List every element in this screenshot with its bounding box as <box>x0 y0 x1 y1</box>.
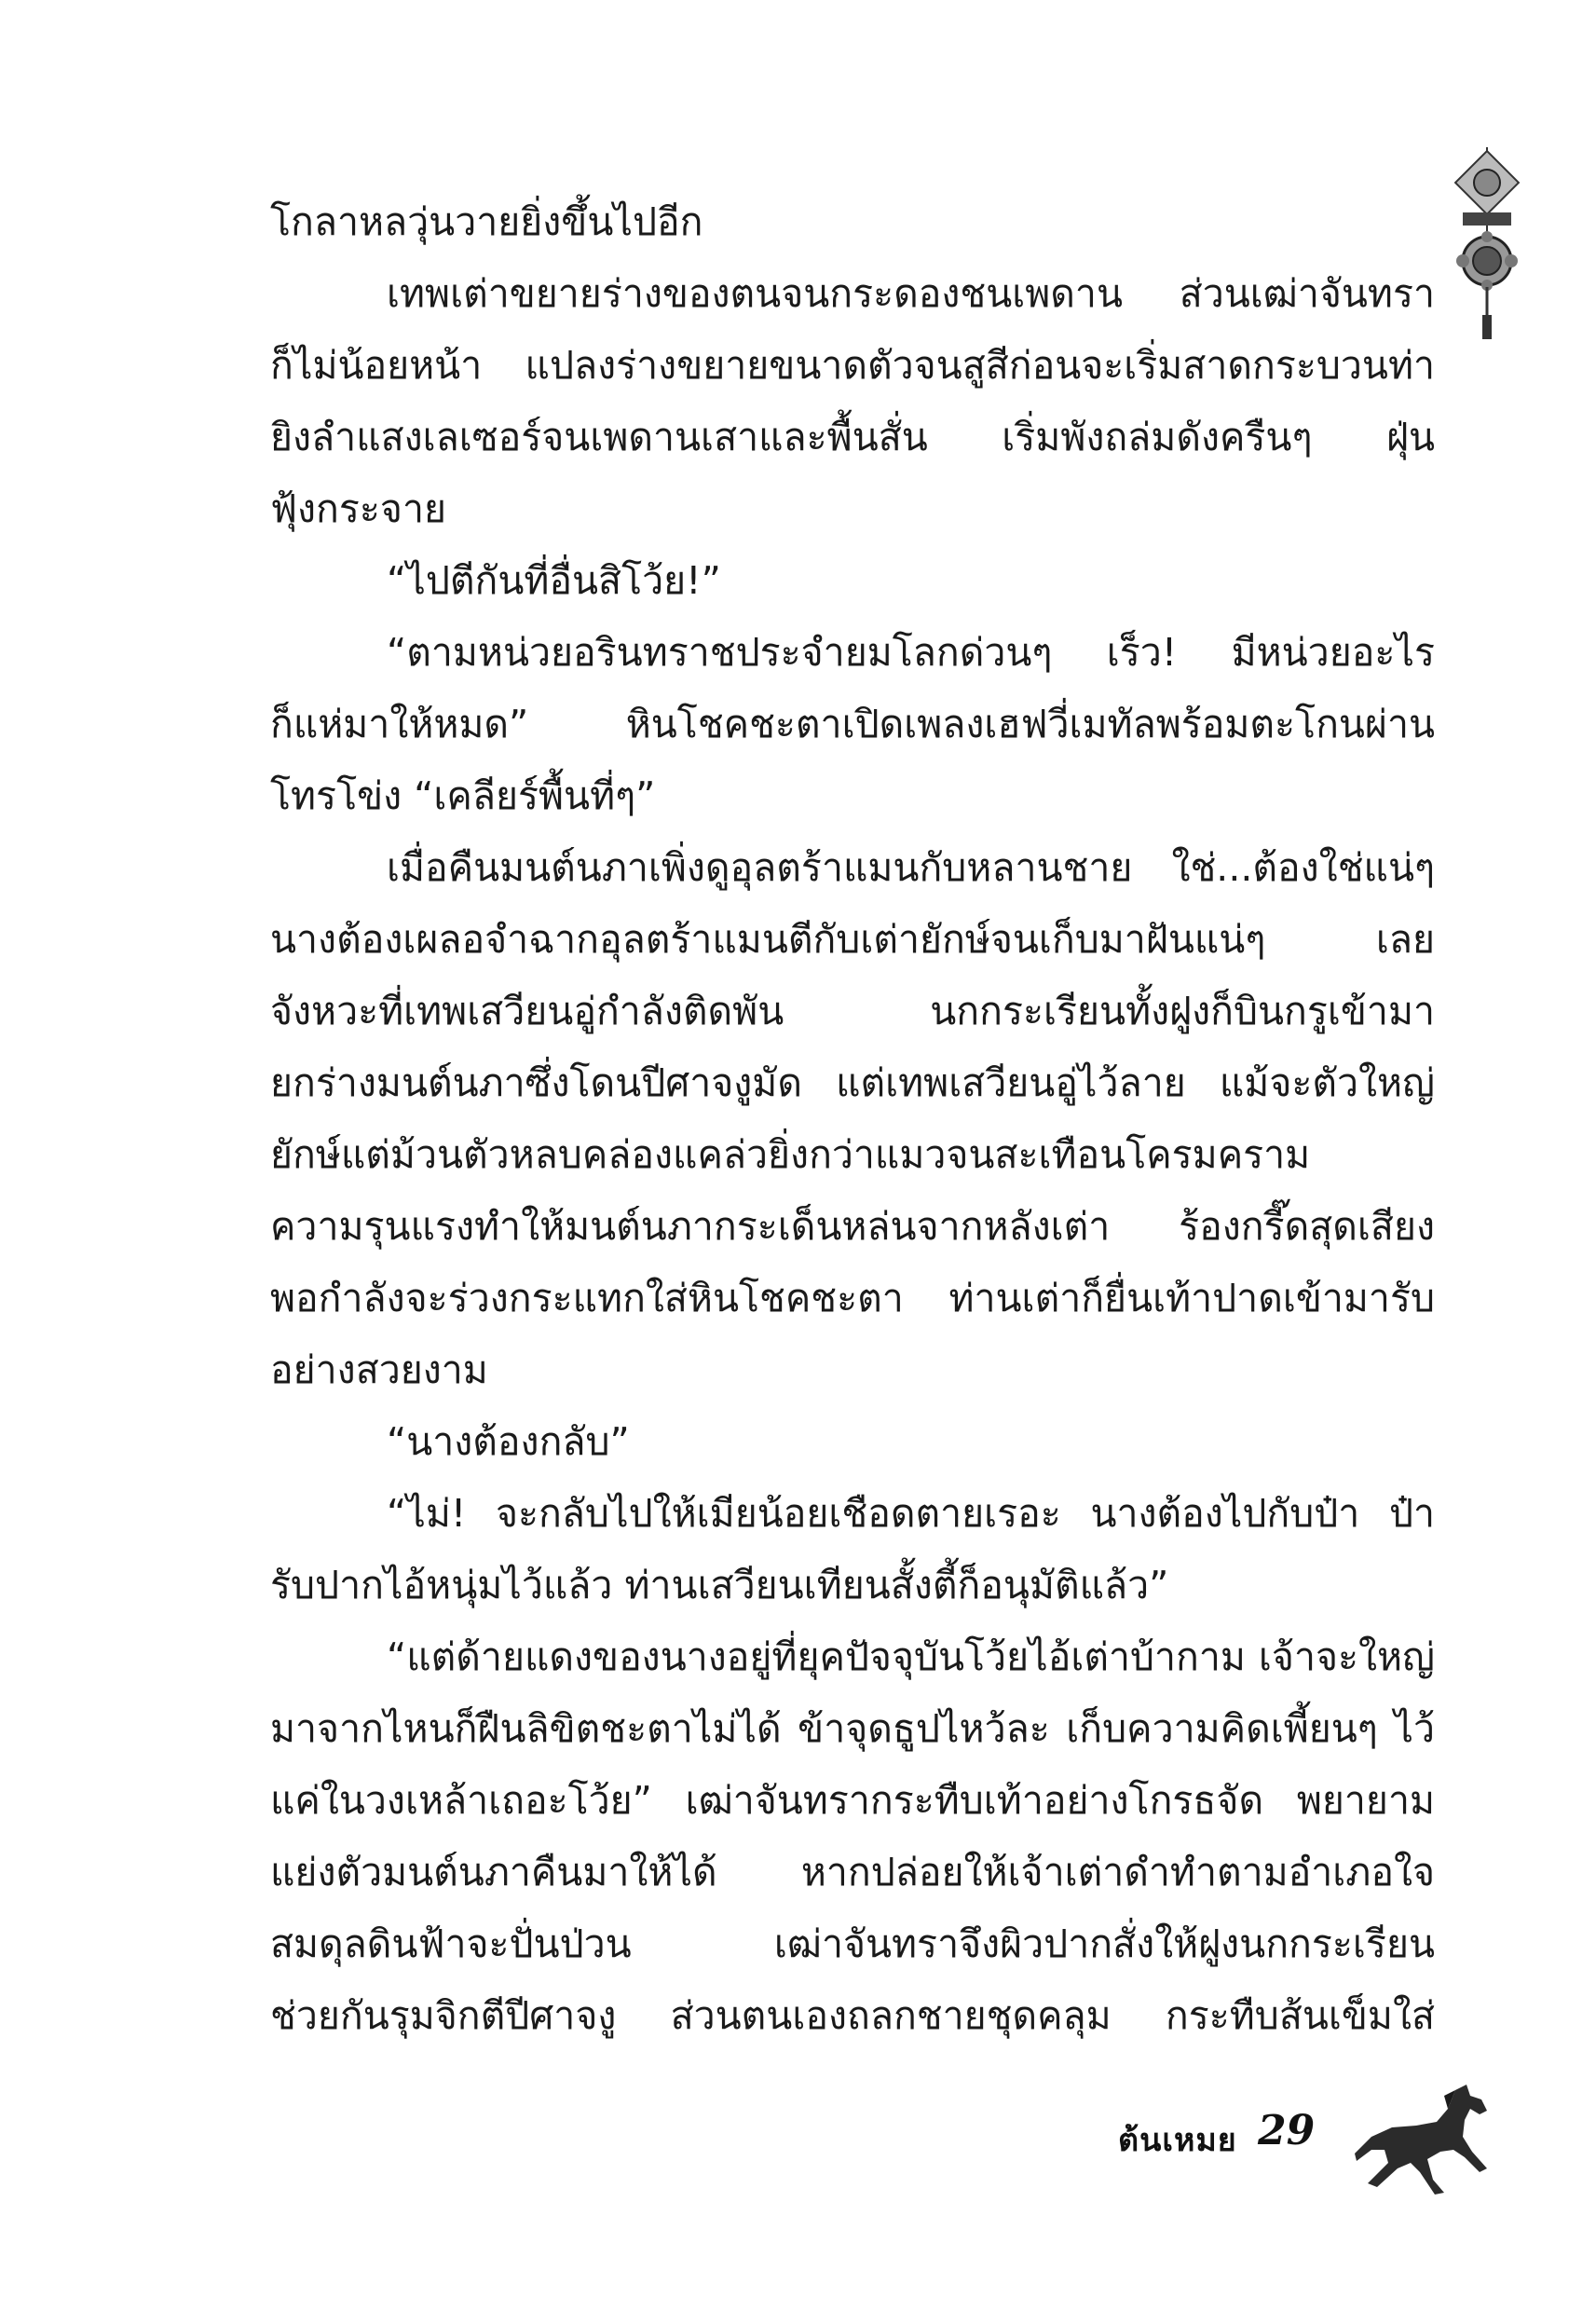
footer-book-title: ต้นเหมย <box>1118 2122 1237 2159</box>
text-line: อย่างสวยงาม <box>270 1347 488 1392</box>
text-line: “แต่ด้ายแดงของนางอยู่ที่ยุคปัจจุบันโว้ยไอ้เต่าบ้ากาม เจ้าจะใหญ่ <box>387 1634 1435 1679</box>
text-line: โทรโข่ง “เคลียร์พื้นที่ๆ” <box>270 773 656 818</box>
text-line: ยกร่างมนต์นภาซึ่งโดนปีศาจงูมัด แต่เทพเสวียนอู่ไว้ลาย แม้จะตัวใหญ่ <box>270 1060 1435 1105</box>
text-line: ก็แห่มาให้หมด” หินโชคชะตาเปิดเพลงเฮฟวี่เมทัลพร้อมตะโกนผ่าน <box>270 702 1435 746</box>
text-line: พอกำลังจะร่วงกระแทกใส่หินโชคชะตา ท่านเต่าก็ยื่นเท้าปาดเข้ามารับ <box>270 1276 1435 1320</box>
page-footer <box>1118 2101 1509 2204</box>
text-line: “ไม่! จะกลับไปให้เมียน้อยเชือดตายเรอะ นางต้องไปกับป๋า ป๋า <box>387 1491 1435 1536</box>
page-number: 29 <box>1258 2107 1316 2154</box>
text-line: ความรุนแรงทำให้มนต์นภากระเด็นหล่นจากหลังเต่า ร้องกรี๊ดสุดเสียง <box>270 1204 1435 1249</box>
chinese-knot-ornament-icon <box>1450 147 1524 343</box>
text-line: “ตามหน่วยอรินทราชประจำยมโลกด่วนๆ เร็ว! มีหน่วยอะไร <box>387 630 1435 675</box>
body-text <box>270 186 1435 2052</box>
text-line: มาจากไหนก็ฝืนลิขิตชะตาไม่ได้ ข้าจุดธูปไหว้ละ เก็บความคิดเพี้ยนๆ ไว้ <box>270 1706 1435 1751</box>
text-line: นางต้องเผลอจำฉากอุลตร้าแมนตีกับเต่ายักษ์จนเก็บมาฝันแน่ๆ เลย <box>270 917 1435 962</box>
text-line: “ไปตีกันที่อื่นสิโว้ย!” <box>387 558 721 603</box>
text-line: “นางต้องกลับ” <box>387 1419 630 1464</box>
text-line: เมื่อคืนมนต์นภาเพิ่งดูอุลตร้าแมนกับหลานชาย ใช่...ต้องใช่แน่ๆ <box>387 845 1435 890</box>
text-line: แค่ในวงเหล้าเถอะโว้ย” เฒ่าจันทรากระทืบเท้าอย่างโกรธจัด พยายาม <box>270 1778 1435 1823</box>
text-line: เทพเต่าขยายร่างของตนจนกระดองชนเพดาน ส่วนเฒ่าจันทรา <box>387 271 1435 316</box>
text-line: รับปากไอ้หนุ่มไว้แล้ว ท่านเสวียนเทียนสั้งตี้ก็อนุมัติแล้ว” <box>270 1563 1169 1607</box>
text-line: ช่วยกันรุมจิกตีปีศาจงู ส่วนตนเองถลกชายชุดคลุม กระทืบส้นเข็มใส่ <box>270 1993 1435 2038</box>
text-line: ยิงลำแสงเลเซอร์จนเพดานเสาและพื้นสั่น เริ่มพังถล่มดังครืนๆ ฝุ่น <box>270 415 1435 459</box>
text-line: จังหวะที่เทพเสวียนอู่กำลังติดพัน นกกระเรียนทั้งฝูงก็บินกรูเข้ามา <box>270 989 1435 1033</box>
text-line: แย่งตัวมนต์นภาคืนมาให้ได้ หากปล่อยให้เจ้าเต่าดำทำตามอำเภอใจ <box>270 1850 1435 1894</box>
text-line: สมดุลดินฟ้าจะปั่นป่วน เฒ่าจันทราจึงผิวปากสั่งให้ฝูงนกกระเรียน <box>270 1921 1435 1966</box>
text-line: ยักษ์แต่ม้วนตัวหลบคล่องแคล่วยิ่งกว่าแมวจนสะเทือนโครมคราม <box>270 1132 1311 1177</box>
galloping-horse-icon <box>1351 2083 1505 2199</box>
text-line: โกลาหลวุ่นวายยิ่งขึ้นไปอีก <box>270 199 703 244</box>
text-line: ก็ไม่น้อยหน้า แปลงร่างขยายขนาดตัวจนสูสีก่อนจะเริ่มสาดกระบวนท่า <box>270 343 1435 388</box>
text-line: ฟุ้งกระจาย <box>270 486 446 531</box>
